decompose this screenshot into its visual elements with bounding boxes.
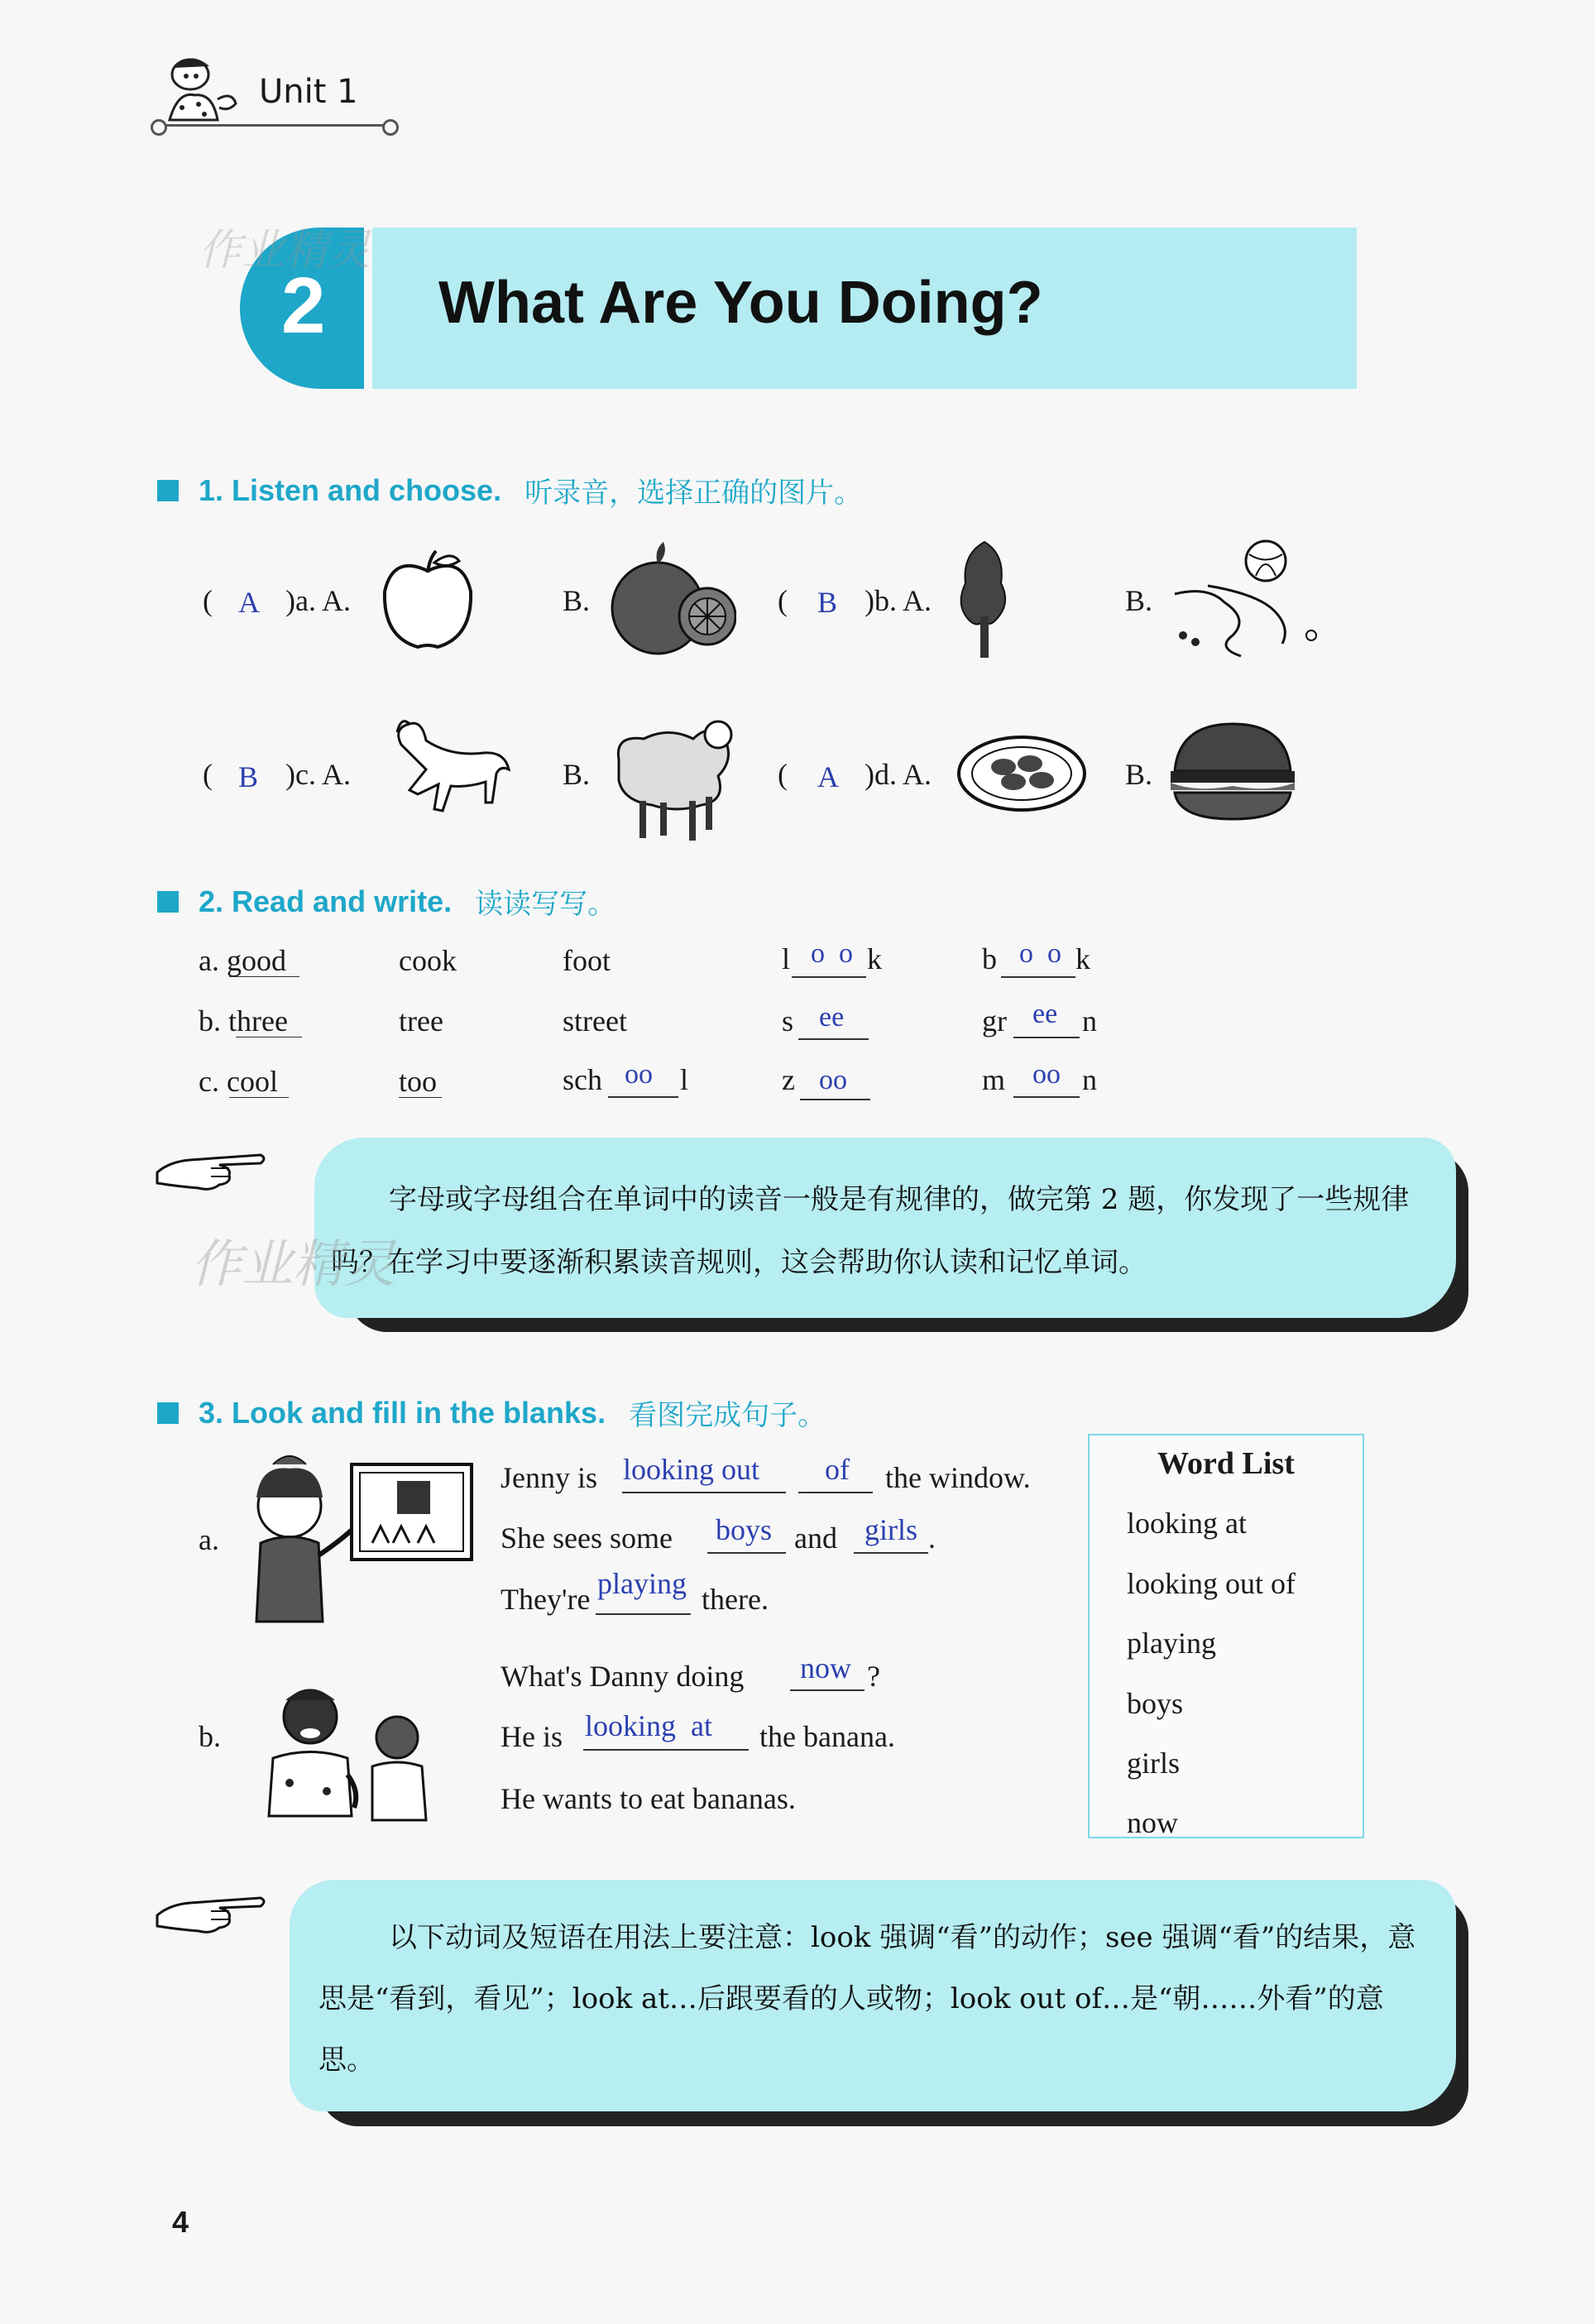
word-list-item: boys	[1127, 1687, 1184, 1720]
lesson-number: 2	[281, 261, 326, 350]
blank-line	[854, 1552, 928, 1554]
a1-answer-1: looking out	[623, 1453, 760, 1486]
paren-open: (	[778, 584, 788, 617]
word-row-a-4-pre: l	[782, 942, 791, 975]
word-row-b-5-post: n	[1082, 1004, 1097, 1037]
section3-title-cn: 看图完成句子。	[629, 1399, 826, 1432]
word-row-c-4-answer: oo	[819, 1065, 847, 1095]
a1-answer-2: of	[825, 1453, 850, 1486]
word-list-item: playing	[1127, 1627, 1216, 1660]
word-row-c-5-pre: m	[982, 1063, 1006, 1096]
a1-pre: Jenny is	[501, 1461, 597, 1494]
section1-title-cn: 听录音，选择正确的图片。	[524, 477, 863, 510]
word-row-a-4-answer: o o	[811, 938, 853, 969]
word-row-a-5-pre: b	[982, 942, 997, 975]
blank-line	[608, 1096, 678, 1098]
item-1d-b: B.	[1125, 758, 1153, 791]
blank-line	[622, 1492, 786, 1493]
header-rule	[157, 124, 389, 127]
section2-title-cn: 读读写写。	[475, 888, 616, 921]
blank-line	[1001, 976, 1075, 978]
item-1a-label: )a. A.	[285, 584, 351, 617]
sheep-icon	[602, 702, 743, 846]
a2-mid: and	[794, 1521, 837, 1555]
word-list-item: looking at	[1127, 1507, 1247, 1540]
word-list-item: looking out of	[1127, 1567, 1296, 1600]
word-row-a-3: foot	[563, 944, 611, 977]
answer-1c: B	[238, 760, 259, 793]
item-1a-b: B.	[563, 584, 591, 617]
blank-line	[792, 976, 866, 978]
apple-icon	[376, 546, 480, 654]
underline	[399, 1097, 442, 1098]
girl-at-window-illustration	[228, 1448, 476, 1626]
page-number: 4	[172, 2205, 189, 2239]
word-row-b-4-pre: s	[782, 1004, 794, 1037]
word-row-b-2: tree	[399, 1004, 443, 1037]
item-3a-label: a.	[199, 1523, 219, 1556]
item-1c-b: B.	[563, 758, 591, 791]
a3-pre: They're	[501, 1583, 591, 1616]
word-row-b-1: b. three	[199, 1004, 288, 1037]
cookies-plate-icon	[956, 732, 1088, 815]
tree-icon	[956, 538, 1013, 662]
underline	[229, 1097, 289, 1098]
pointing-hand-icon	[153, 1886, 269, 1936]
word-row-c-3-answer: oo	[625, 1059, 653, 1090]
section2-title: 2. Read and write.	[199, 884, 453, 918]
a2-answer-2: girls	[865, 1513, 918, 1546]
word-row-b-5-pre: gr	[982, 1004, 1007, 1037]
section-marker	[157, 480, 179, 501]
boys-with-banana-illustration	[256, 1675, 438, 1824]
a3-post: there.	[702, 1583, 769, 1616]
item-3b-label: b.	[199, 1720, 221, 1753]
blank-line	[596, 1613, 691, 1615]
b1-answer: now	[800, 1651, 851, 1684]
b3-sentence: He wants to eat bananas.	[501, 1782, 796, 1815]
lesson-title: What Are You Doing?	[438, 270, 1043, 336]
word-row-a-5-post: k	[1075, 942, 1090, 975]
word-row-b-5-answer: ee	[1032, 999, 1058, 1029]
word-list-title: Word List	[1157, 1446, 1295, 1481]
blank-line	[790, 1689, 865, 1691]
park-scene-icon	[1158, 536, 1324, 660]
answer-1a: A	[238, 586, 260, 619]
underline	[229, 976, 299, 977]
header-rule-dot-right	[382, 119, 399, 136]
word-row-c-2: too	[399, 1065, 438, 1098]
blank-line	[1013, 1096, 1080, 1098]
section3-title: 3. Look and fill in the blanks.	[199, 1395, 606, 1430]
section-marker	[157, 1402, 179, 1424]
word-row-c-1: c. cool	[199, 1065, 278, 1098]
paren-open: (	[778, 758, 788, 791]
word-row-c-5-answer: oo	[1032, 1059, 1061, 1090]
section2-heading	[157, 881, 615, 922]
word-row-a-2: cook	[399, 944, 457, 977]
note1-text: 字母或字母组合在单词中的读音一般是有规律的，做完第 2 题，你发现了一些规律吗？在学习中要逐渐积累读音规则，这会帮助你认读和记忆单词。	[331, 1183, 1410, 1279]
unit-label: Unit 1	[259, 73, 358, 111]
section1-title: 1. Listen and choose.	[199, 472, 502, 507]
word-list-box	[1088, 1434, 1364, 1838]
item-1b-b: B.	[1125, 584, 1153, 617]
word-row-c-3-pre: sch	[563, 1063, 602, 1096]
a2-answer-1: boys	[716, 1513, 773, 1546]
b2-post: the banana.	[759, 1720, 895, 1753]
paren-open: (	[203, 584, 213, 617]
word-row-b-3: street	[563, 1004, 627, 1037]
word-row-c-5-post: n	[1082, 1063, 1097, 1096]
blank-line	[798, 1492, 873, 1493]
section1-heading	[157, 470, 862, 510]
word-row-a-4-post: k	[867, 942, 882, 975]
word-row-a-1: a. good	[199, 944, 286, 977]
blank-line	[798, 1038, 869, 1040]
word-row-b-4-answer: ee	[819, 1002, 845, 1033]
paren-open: (	[203, 758, 213, 791]
horse-icon	[376, 712, 517, 831]
mascot-icon	[153, 50, 244, 128]
section3-heading	[157, 1392, 826, 1433]
a2-post: .	[928, 1521, 936, 1555]
note2-text: 以下动词及短语在用法上要注意：look 强调“看”的动作；see 强调“看”的结果，意思是“看到，看见”；look at…后跟要看的人或物；look out of…是“朝……外看”的意思。	[319, 1921, 1416, 2077]
word-row-c-4-pre: z	[782, 1063, 795, 1096]
a2-pre: She sees some	[501, 1521, 673, 1555]
word-list-item: now	[1127, 1806, 1178, 1839]
word-row-a-5-answer: o o	[1019, 938, 1061, 969]
answer-1d: A	[817, 760, 839, 793]
hamburger-icon	[1162, 720, 1303, 823]
watermark: 作业精灵	[190, 1234, 396, 1294]
watermark: 作业精灵	[199, 226, 371, 276]
unit-header	[153, 50, 393, 132]
b1-post: ?	[867, 1660, 880, 1693]
pointing-hand-icon	[153, 1143, 269, 1193]
blank-line	[1013, 1037, 1080, 1038]
answer-1b: B	[817, 586, 838, 619]
blank-line	[707, 1552, 786, 1554]
item-1b-label: )b. A.	[865, 584, 932, 617]
word-list-item: girls	[1127, 1747, 1181, 1780]
b1-pre: What's Danny doing	[501, 1660, 745, 1693]
a3-answer: playing	[597, 1567, 687, 1600]
b2-answer: looking at	[585, 1709, 712, 1742]
a1-post: the window.	[885, 1461, 1031, 1494]
item-1d-label: )d. A.	[865, 758, 932, 791]
word-row-c-3-post: l	[680, 1063, 689, 1096]
orange-icon	[604, 538, 736, 658]
section-marker	[157, 891, 179, 913]
header-rule-dot-left	[151, 119, 167, 136]
blank-line	[583, 1749, 749, 1751]
b2-pre: He is	[501, 1720, 563, 1753]
item-1c-label: )c. A.	[285, 758, 351, 791]
blank-line	[800, 1099, 870, 1100]
